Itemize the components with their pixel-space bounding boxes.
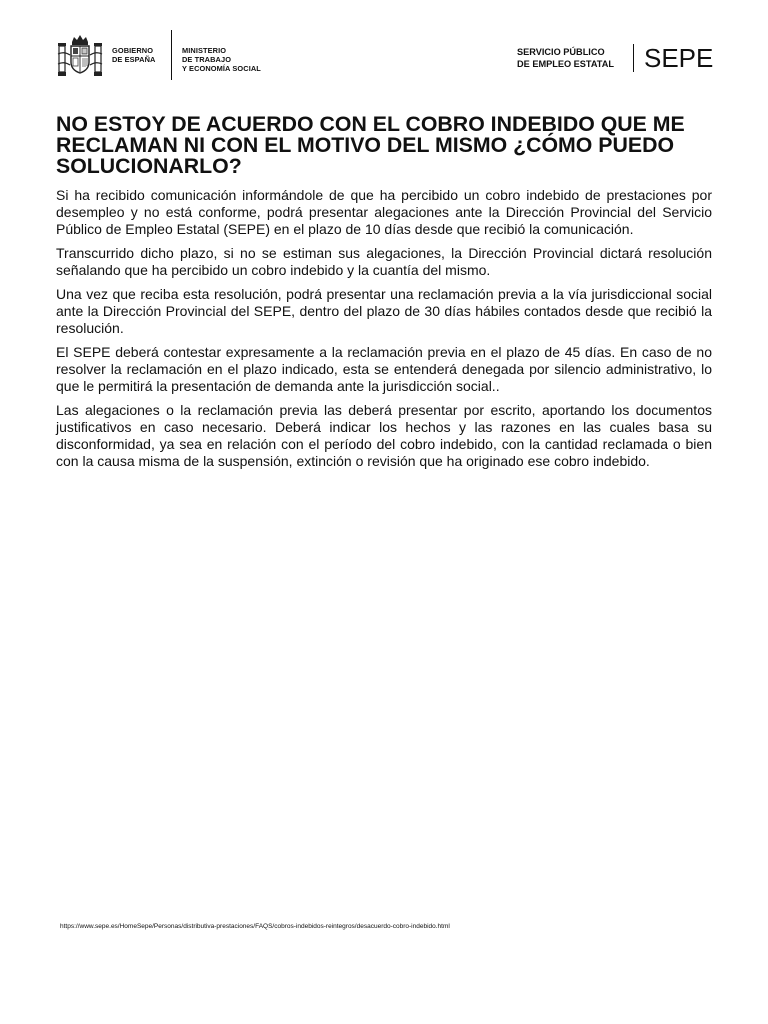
ministry-line-3: Y ECONOMÍA SOCIAL	[182, 64, 261, 73]
sepe-line-1: SERVICIO PÚBLICO	[517, 47, 605, 57]
ministry-label	[182, 46, 261, 73]
page-header	[0, 0, 768, 100]
paragraph-3: Una vez que reciba esta resolución, podrá presentar una reclamación previa a la vía jurisdiccional social ante la Dirección Provincial del SEPE, dentro del plazo de 30 días hábiles contados desde que recibió la resolución.	[56, 286, 712, 336]
footer-source-url: https://www.sepe.es/HomeSepe/Personas/distributiva-prestaciones/FAQS/cobros-indebidos-reintegros/desacuerdo-cobro-indebido.html	[60, 923, 450, 930]
sepe-service-label	[517, 46, 614, 70]
government-of-spain-label	[112, 46, 155, 64]
paragraph-4: El SEPE deberá contestar expresamente a la reclamación previa en el plazo de 45 días. En caso de no resolver la reclamación en el plazo indicado, esta se entenderá denegada por silencio administrativo, lo que le permitirá la presentación de demanda ante la jurisdicción social..	[56, 344, 712, 394]
document-body	[56, 114, 712, 477]
sepe-line-2: DE EMPLEO ESTATAL	[517, 59, 614, 69]
page-title: NO ESTOY DE ACUERDO CON EL COBRO INDEBIDO QUE ME RECLAMAN NI CON EL MOTIVO DEL MISMO ¿CÓMO PUEDO SOLUCIONARLO?	[56, 112, 685, 178]
paragraph-5: Las alegaciones o la reclamación previa las deberá presentar por escrito, aportando los documentos justificativos en caso necesario. Deberá indicar los hechos y las razones en las cuales basa su disconformidad, ya sea en relación con el período del cobro indebido, con la cantidad reclamada o bien con la causa misma de la suspensión, extinción o revisión que ha originado ese cobro indebido.	[56, 402, 712, 469]
ministry-line-1: MINISTERIO	[182, 46, 227, 55]
gov-line-1: GOBIERNO	[112, 46, 154, 55]
paragraph-1: Si ha recibido comunicación informándole de que ha percibido un cobro indebido de prestaciones por desempleo y no está conforme, podrá presentar alegaciones ante la Dirección Provincial del Servicio Público de Empleo Estatal (SEPE) en el plazo de 10 días desde que recibió la comunicación.	[56, 187, 712, 237]
sepe-divider	[633, 44, 634, 72]
gov-line-2: DE ESPAÑA	[112, 55, 156, 64]
sepe-logo: SEPE	[644, 43, 714, 73]
header-divider	[171, 30, 172, 80]
paragraph-2: Transcurrido dicho plazo, si no se estiman sus alegaciones, la Dirección Provincial dictará resolución señalando que ha percibido un cobro indebido y la cuantía del mismo.	[56, 245, 712, 278]
spanish-coat-of-arms-icon	[56, 34, 104, 80]
ministry-line-2: DE TRABAJO	[182, 55, 232, 64]
